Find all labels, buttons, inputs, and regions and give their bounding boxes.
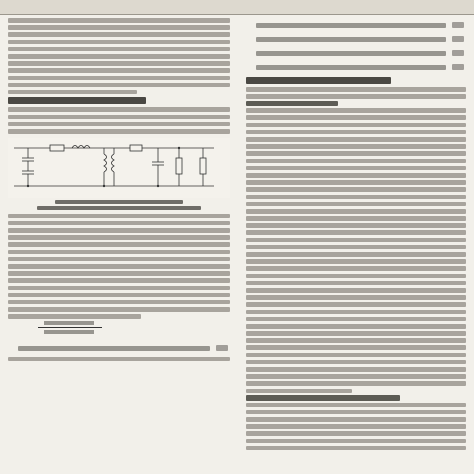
transfer-function-equation-2 [8,343,230,355]
section-2-paragraph-1 [246,87,466,99]
equation-note [8,357,230,362]
transfer-function-equation-1 [8,321,230,341]
left-column [8,18,230,361]
figure-caption-en [37,206,201,210]
section-heading-2-1 [246,101,338,107]
page-footer [0,462,474,474]
impedance-equation-3 [246,48,466,60]
impedance-equation-1 [246,20,466,32]
impedance-equation-4 [246,62,466,74]
figure-explanation-paragraph [8,214,230,319]
left-intro-paragraph [8,18,230,94]
cvt-circuit-figure [8,138,230,198]
impedance-equation-2 [246,34,466,46]
running-header [0,0,474,15]
section-2-2-paragraph [246,403,466,451]
section-heading-2-2 [246,395,400,401]
figure-caption-cn [55,200,184,204]
cvt-circuit-diagram [8,138,230,198]
section-heading-1 [8,97,146,104]
section-2-1-paragraph [246,108,466,393]
section-heading-2 [246,77,391,84]
right-column [246,18,466,450]
figure-caption [8,200,230,210]
section-1-paragraph [8,107,230,133]
